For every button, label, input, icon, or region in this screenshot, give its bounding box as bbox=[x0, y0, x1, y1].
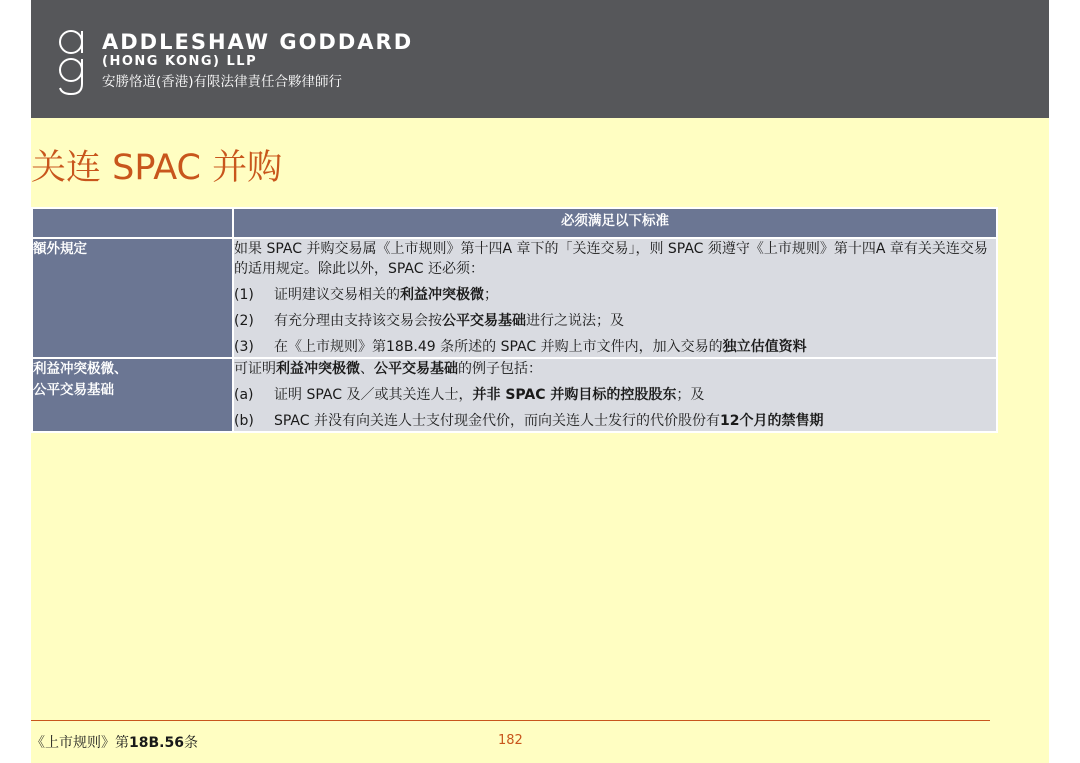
list-item bbox=[234, 411, 996, 431]
list-item-number: (1) bbox=[234, 287, 254, 303]
row-label-minimal-conflict: 利益冲突极微、 公平交易基础 bbox=[33, 359, 232, 431]
list-item-number: (b) bbox=[234, 413, 254, 429]
list-item-text: 证明建议交易相关的利益冲突极微； bbox=[274, 287, 498, 303]
row-content-additional-requirements bbox=[234, 239, 996, 357]
table-header-row bbox=[33, 209, 996, 237]
list-item bbox=[234, 385, 996, 405]
list-item bbox=[234, 311, 996, 331]
header-banner bbox=[31, 0, 1049, 118]
row-intro: 如果 SPAC 并购交易属《上市规则》第十四A 章下的「关连交易」，则 SPAC 须遵守《上市规则》第十四A 章有关关连交易的适用规定。除此以外，SPAC 还必须： bbox=[234, 241, 988, 277]
row-content-minimal-conflict bbox=[234, 359, 996, 431]
list-item-text: SPAC 并没有向关连人士支付现金代价，而向关连人士发行的代价股份有12个月的禁售期 bbox=[274, 413, 824, 429]
row-intro: 可证明利益冲突极微、公平交易基础的例子包括： bbox=[234, 361, 542, 377]
footer-rule-reference: 《上市规则》第18B.56条 bbox=[31, 735, 198, 751]
table-header-title: 必须满足以下标准 bbox=[234, 209, 996, 237]
list-item-number: (a) bbox=[234, 387, 254, 403]
list-item-text: 证明 SPAC 及／或其关连人士，并非 SPAC 并购目标的控股股东；及 bbox=[274, 387, 705, 403]
list-item-text: 在《上市规则》第18B.49 条所述的 SPAC 并购上市文件内，加入交易的独立估值资料 bbox=[274, 339, 807, 355]
table-header-corner bbox=[33, 209, 232, 237]
criteria-table bbox=[31, 207, 998, 433]
footer-divider bbox=[31, 720, 990, 721]
ag-monogram-logo bbox=[57, 26, 87, 96]
firm-name: ADDLESHAW GODDARD bbox=[102, 30, 414, 54]
table-row bbox=[33, 239, 996, 357]
list-item bbox=[234, 285, 996, 305]
row-label-additional-requirements: 額外規定 bbox=[33, 239, 232, 357]
table-row bbox=[33, 359, 996, 431]
list-item-text: 有充分理由支持该交易会按公平交易基础进行之说法；及 bbox=[274, 313, 624, 329]
list-item bbox=[234, 337, 996, 357]
firm-chinese-name: 安勝恪道(香港)有限法律責任合夥律師行 bbox=[102, 74, 343, 90]
firm-subtitle: (HONG KONG) LLP bbox=[102, 54, 258, 69]
slide-title: 关连 SPAC 并购 bbox=[31, 148, 283, 188]
page-number: 182 bbox=[498, 733, 523, 748]
list-item-number: (3) bbox=[234, 339, 254, 355]
list-item-number: (2) bbox=[234, 313, 254, 329]
